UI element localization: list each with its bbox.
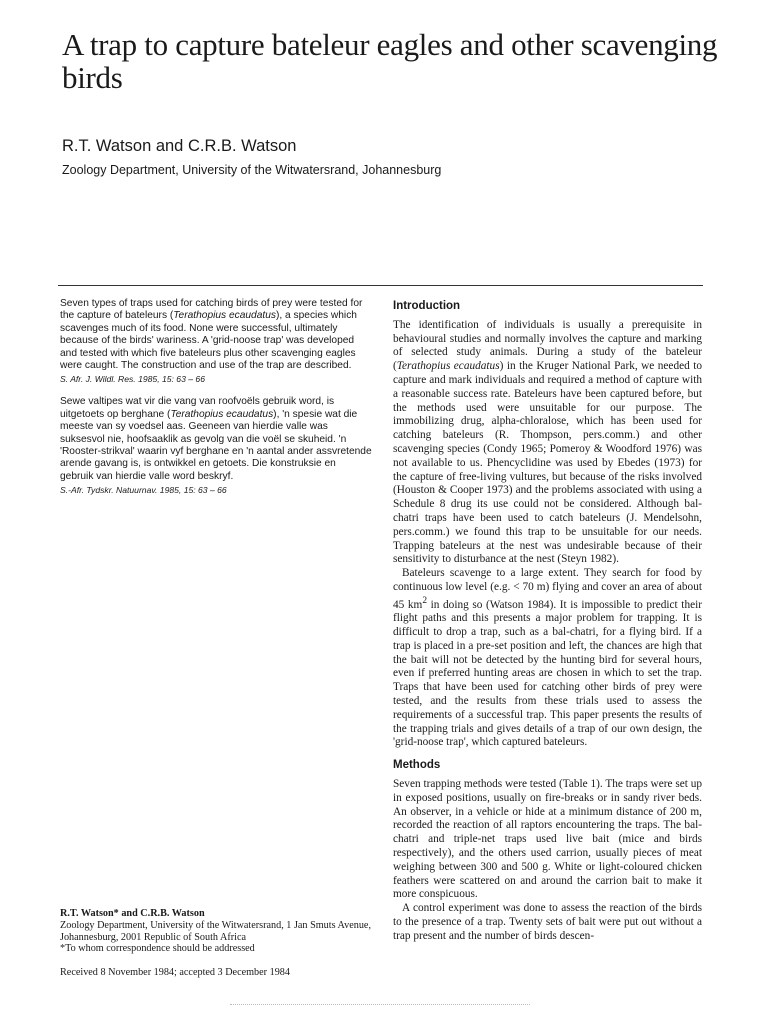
body-column (393, 300, 702, 944)
abstract-afrikaans: Sewe valtipes wat vir die vang van roofvoëls gebruik word, is uitgetoets op berghane (Terathopius ecaudatus), 'n spesie wat die meeste van sy voedsel aas. Geeneen van hierdie valle was suksesvol nie, hoofsaaklik as gevolg van die voël se skuheid. 'n 'Rooster-strikval' waarin vyf berghane en 'n aantal ander assvretende arende gavang is, is ontwikkel en getoets. Die konstruksie en gebruik van hierdie valle word beskryf. (60, 396, 372, 482)
introduction-paragraph-2: Bateleurs scavenge to a large extent. They search for food by continuous low level (e.g. < 70 m) flying and cover an area of about 45 $km^2$ in doing so (Watson 1984). It is impossible to predict their flight paths and this presents a major problem for trapping. It is difficult to drop a trap, such as a bal-chatri, for a flying bird. If a trap is placed in a pre-set position and left, the chances are high that the bait will not be detected by the hunting bird for several hours, even if preferred hunting areas are chosen in which to set the trap. Traps that have been used for catching other birds of prey were tested, and the results from these trials used to assess the requirements of a successful trap. This paper presents the results of the trapping trials and gives details of a trap of our own design, the 'grid-noose trap', which captured bateleurs. (393, 567, 703, 749)
received-dates: Received 8 November 1984; accepted 3 December 1984 (60, 967, 290, 979)
methods-heading: Methods (393, 759, 441, 772)
author-footnote (60, 908, 378, 979)
methods-paragraph-2: A control experiment was done to assess the reaction of the birds to the presence of a trap. Twenty sets of bait were put out without a trap present and the number of birds descen- (393, 902, 702, 942)
introduction-paragraph-1: The identification of individuals is usually a prerequisite in behavioural studies and normally involves the capture and marking of selected study animals. During a study of the bateleur (Terathopius ecaudatus) in the Kruger National Park, we needed to capture and mark individuals and required a method of capture with a reasonable success rate. Bateleurs have been captured before, but the methods used were unsuitable for our purpose. The immobilizing drug, alpha-chloralose, which has been used for catching bateleurs (R. Thompson, pers.comm.) and other scavenging species (Condy 1965; Pomeroy & Woodford 1976) was not available to us. Phencyclidine was used by Ebedes (1973) for the capture of free-living vultures, but because of the risks involved (Houston & Cooper 1973) and the problems associated with using a Schedule 8 drug its use could not be considered. Although bal-chatri traps have been used to catch bateleurs (J. Mendelsohn, pers.comm.) we found this trap to be unsuitable for our needs. Trapping bateleurs at the nest was undesirable because of their sensitivity to disturbance at the nest (Steyn 1982). (393, 318, 702, 566)
footnote-correspondence: *To whom correspondence should be addressed (60, 943, 255, 955)
methods-paragraph-1: Seven trapping methods were tested (Table 1). The traps were set up in exposed positions, usually on fire-breaks or in sandy river beds. An observer, in a vehicle or hide at a minimum distance of 200 m, recorded the reaction of all raptors encountering the traps. The bal-chatri and triple-net traps used live bait (mice and birds respectively), and the others used carrion, usually pieces of meat weighing between 300 and 500 g. White or light-coloured chicken feathers were scattered on and around the carrion bait to make it more conspicuous. (393, 778, 702, 901)
article-title: A trap to capture bateleur eagles and other scavenging birds (62, 27, 718, 95)
footnote-authors: R.T. Watson* and C.R.B. Watson (60, 908, 205, 919)
author-line: R.T. Watson and C.R.B. Watson (62, 137, 297, 155)
header-rule (58, 285, 703, 286)
abstract-column (60, 298, 372, 507)
introduction-heading: Introduction (393, 300, 461, 312)
footnote-address: Zoology Department, University of the Witwatersrand, 1 Jan Smuts Avenue, Johannesburg, 2001 Republic of South Africa (60, 919, 371, 943)
abstract-english-citation: S. Afr. J. Wildl. Res. 1985, 15: 63 – 66 (60, 374, 205, 385)
page-bottom-dots (230, 1004, 530, 1005)
abstract-english: Seven types of traps used for catching birds of prey were tested for the capture of bateleurs (Terathopius ecaudatus), a species which scavenges much of its food. None were successful, ultimately because of the birds' wariness. A 'grid-noose trap' was developed and tested with which five bateleurs plus other scavenging eagles were caught. The construction and use of the trap are described. (60, 298, 363, 372)
affiliation-line: Zoology Department, University of the Witwatersrand, Johannesburg (62, 163, 442, 177)
abstract-afrikaans-citation: S.-Afr. Tydskr. Natuurnav. 1985, 15: 63 – 66 (60, 485, 227, 496)
